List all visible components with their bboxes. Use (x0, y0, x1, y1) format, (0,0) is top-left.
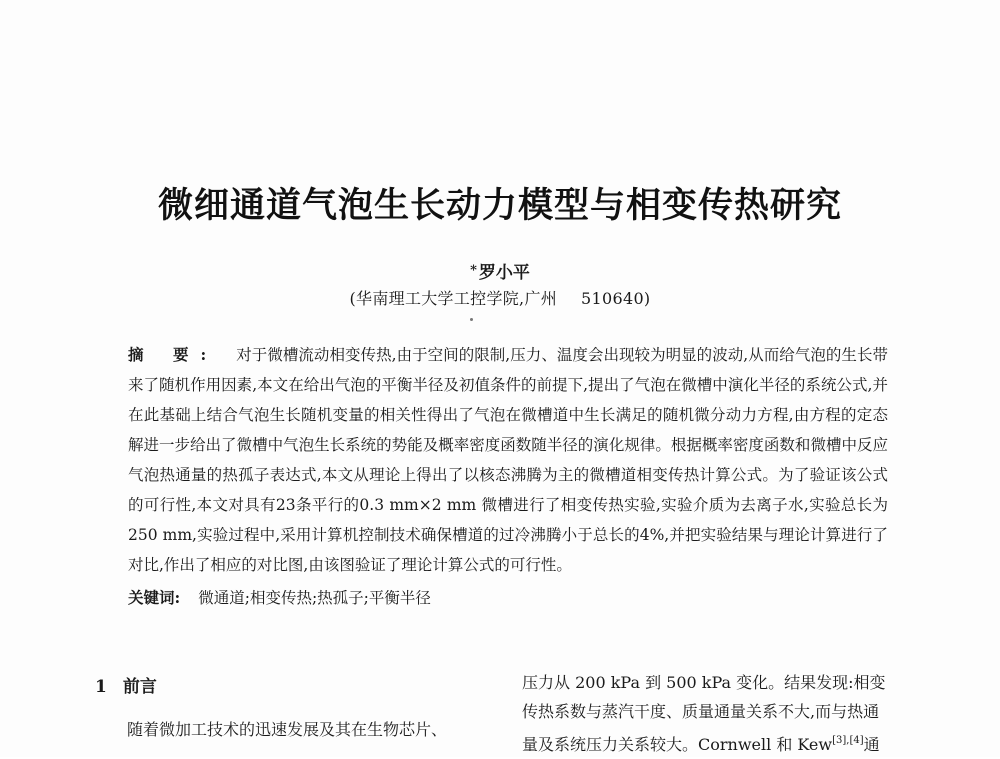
section-number: 1 (95, 677, 107, 697)
right-line-3 (522, 726, 917, 759)
keywords (128, 586, 888, 608)
right-line-3-end: 通 (863, 735, 880, 754)
abstract (128, 340, 888, 580)
citation: [3],[4] (832, 735, 864, 746)
intro-paragraph: 随着微加工技术的迅速发展及其在生物芯片、 (127, 720, 448, 739)
author-name: 罗小平 (478, 263, 530, 283)
section-heading (95, 672, 490, 697)
affiliation: (华南理工大学工控学院,广州 (349, 289, 558, 308)
right-line-3-text: 量及系统压力关系较大。Cornwell 和 Kew (522, 735, 833, 754)
keywords-label: 关键词: (128, 588, 181, 607)
paper-title: 微细通道气泡生长动力模型与相变传热研究 (157, 185, 842, 226)
right-column (522, 668, 917, 759)
abstract-text: 对于微槽流动相变传热,由于空间的限制,压力、温度会出现较为明显的波动,从而给气泡的生长带来了随机作用因素,本文在给出气泡的平衡半径及初值条件的前提下,提出了气泡在微槽中演化半径的系统公式,并在此基础上结合气泡生长随机变量的相关性得出了气泡在微槽道中生长满足的随机微分动力方程,由方程的定态解进一步给出了微槽中气泡生长系统的势能及概率密度函数随半径的演化规律。根据概率密度函数和微槽中反应气泡热通量的热孤子表达式,本文从理论上得出了以核态沸腾为主的微槽道相变传热计算公式。为了验证该公式的可行性,本文对具有23条平行的0.3 mm×2 mm 微槽进行了相变传热实验,实验介质为去离子水,实验总长为250 mm,实验过程中,采用计算机控制技术确保槽道的过冷沸腾小于总长的4%,并把实验结果与理论计算进行了对比,作出了相应的对比图,由该图验证了理论计算公式的可行性。 (128, 346, 888, 574)
section-title: 前言 (122, 677, 157, 697)
abstract-label: 摘 要: (128, 345, 219, 364)
scan-speck (470, 318, 473, 321)
keywords-text: 微通道;相变传热;热孤子;平衡半径 (198, 589, 431, 607)
right-line-1: 压力从 200 kPa 到 500 kPa 变化。结果发现:相变 (522, 673, 886, 692)
left-column (95, 672, 490, 744)
author-line (0, 258, 1000, 283)
postcode: 510640) (581, 289, 651, 308)
affiliation-line (0, 286, 1000, 309)
author-mark: * (470, 263, 477, 278)
right-line-2: 传热系数与蒸汽干度、质量通量关系不大,而与热通 (522, 702, 880, 721)
